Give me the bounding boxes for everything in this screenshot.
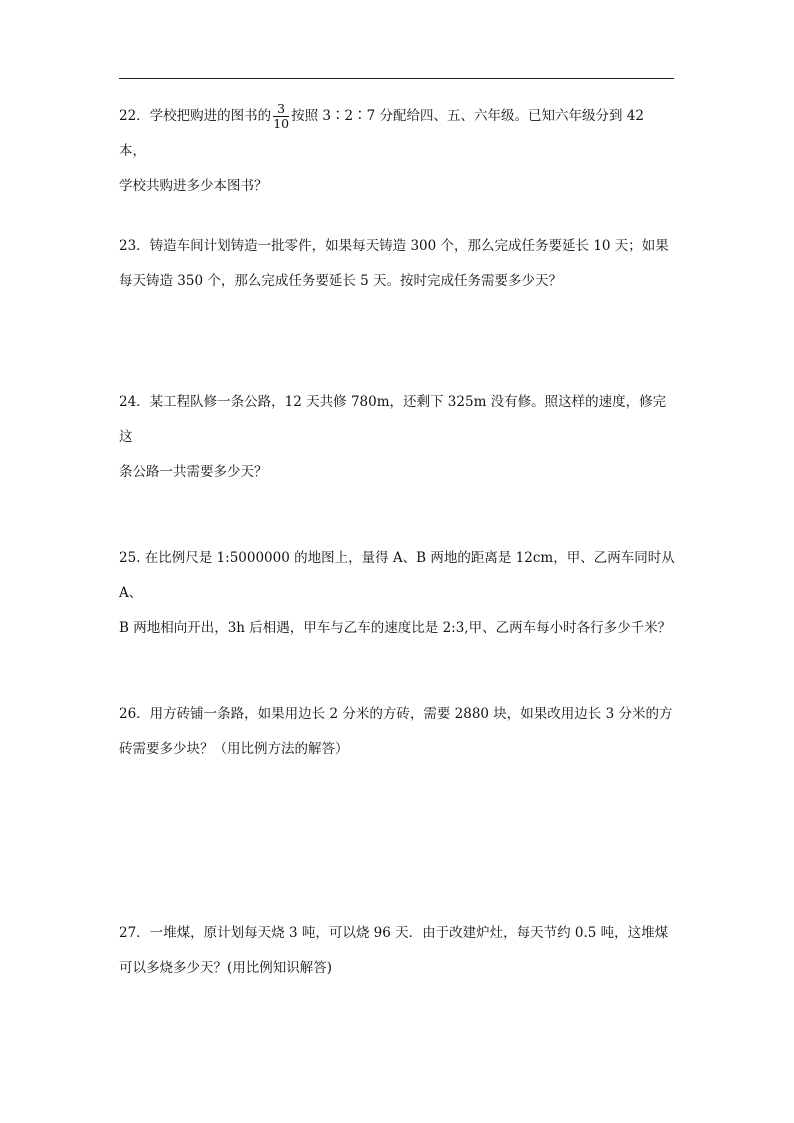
question-27-line-1: 27．一堆煤，原计划每天烧 3 吨，可以烧 96 天．由于改建炉灶，每天节约 0.5 吨，这堆煤 (119, 925, 669, 941)
question-25-line-1: 25. 在比例尺是 1:5000000 的地图上，量得 A、B 两地的距离是 12cm，甲、乙两车同时从 A、 (119, 550, 675, 601)
question-25-line-2: B 两地相向开出，3h 后相遇，甲车与乙车的速度比是 2:3,甲、乙两车每小时各行多少千米？ (119, 620, 672, 636)
question-22-line-2: 学校共购进多少本图书？ (119, 178, 268, 194)
question-24-line-1: 24．某工程队修一条公路，12 天共修 780m，还剩下 325m 没有修。照这样的速度，修完这 (119, 394, 667, 445)
question-26-line-2: 砖需要多少块？（用比例方法的解答） (119, 741, 349, 757)
question-26 (119, 697, 675, 767)
fraction-3-10: $\frac{3}{10}$ (273, 101, 290, 131)
question-22 (119, 99, 675, 204)
header-rule (119, 78, 674, 79)
question-24 (119, 385, 675, 490)
question-23-line-1: 23．铸造车间计划铸造一批零件，如果每天铸造 300 个，那么完成任务要延长 10 天；如果 (119, 238, 669, 254)
question-23-line-2: 每天铸造 350 个，那么完成任务要延长 5 天。按时完成任务需要多少天？ (119, 273, 563, 289)
question-23 (119, 229, 675, 299)
question-24-line-2: 条公路一共需要多少天？ (119, 464, 268, 480)
question-26-line-1: 26．用方砖铺一条路，如果用边长 2 分米的方砖，需要 2880 块，如果改用边长 3 分米的方 (119, 706, 673, 722)
question-22-line-1: 22．学校把购进的图书的 $\frac{3}{10}$ 按照 3∶2∶7 分配给四、五、六年级。已知六年级分到 42 本， (119, 101, 644, 159)
question-27 (119, 916, 675, 986)
question-25 (119, 541, 675, 646)
question-27-line-2: 可以多烧多少天？(用比例知识解答) (119, 960, 333, 976)
